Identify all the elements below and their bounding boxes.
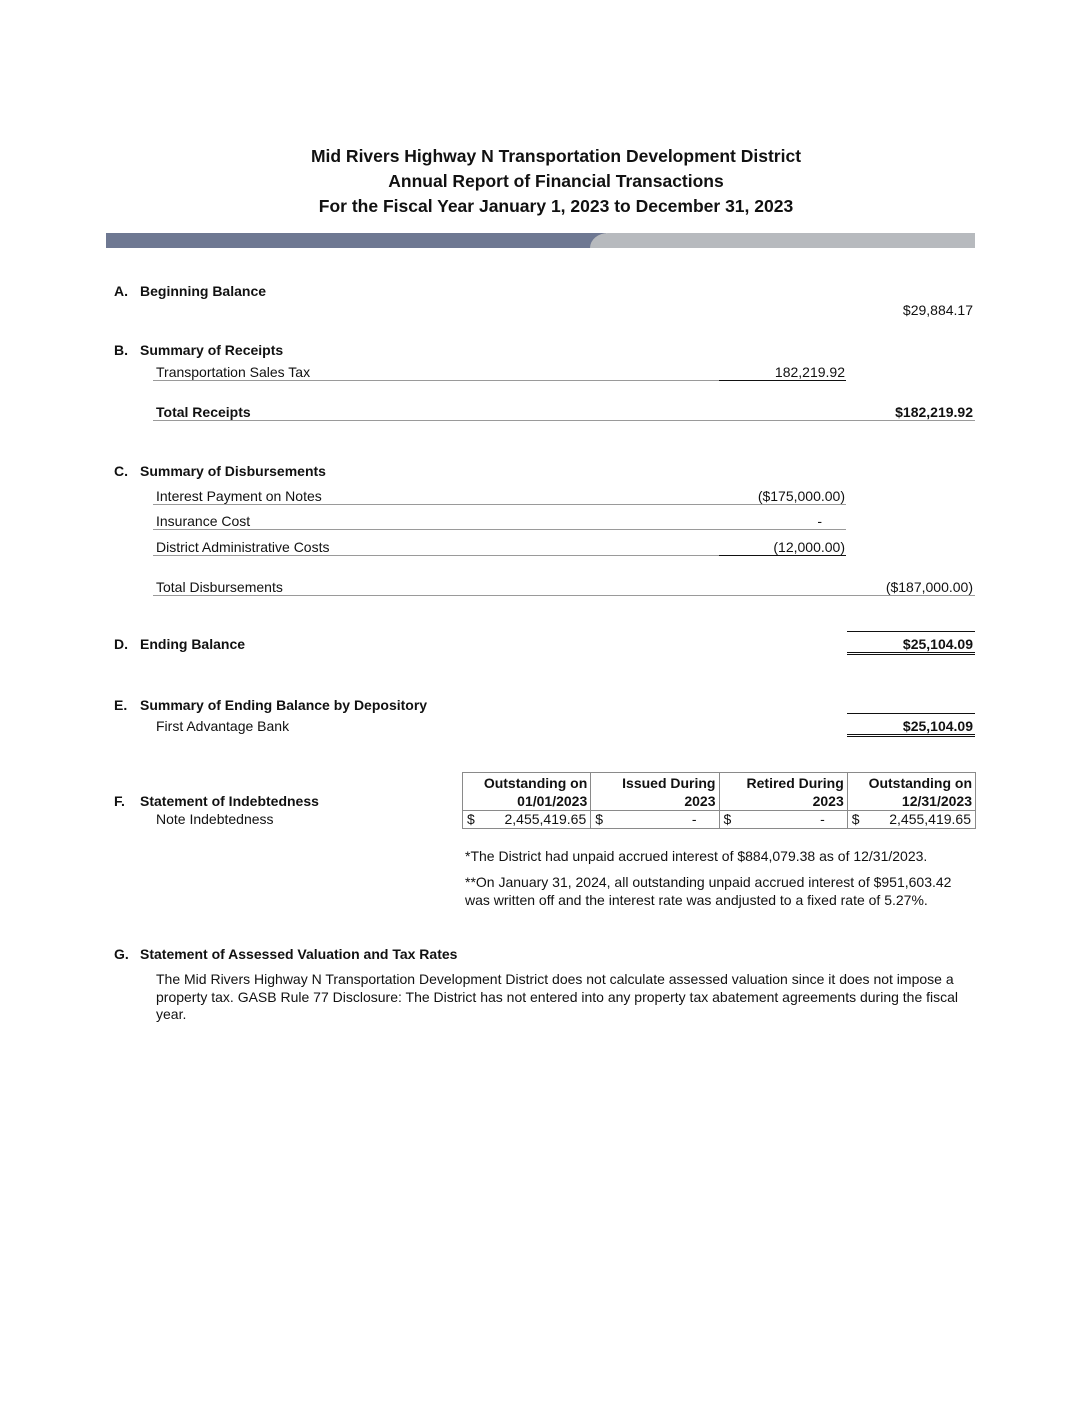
- depository-amount: $25,104.09: [902, 718, 973, 734]
- indebtedness-row-label: Note Indebtedness: [156, 811, 274, 827]
- section-f-title: Statement of Indebtedness: [140, 793, 319, 809]
- total-rule-top: [847, 631, 975, 632]
- ending-balance-amount: $25,104.09: [902, 636, 973, 652]
- receipt-item-amount: 182,219.92: [774, 364, 845, 380]
- section-g-title: Statement of Assessed Valuation and Tax Rates: [140, 946, 458, 962]
- section-f-letter: F.: [114, 793, 125, 809]
- section-c-title: Summary of Disbursements: [140, 463, 326, 479]
- disbursement-item-amount: -: [817, 513, 822, 529]
- table-cell: $ 2,455,419.65: [463, 811, 591, 829]
- beginning-balance-amount: $29,884.17: [902, 302, 973, 318]
- column-header: Retired During 2023: [719, 773, 847, 811]
- column-header: Outstanding on 12/31/2023: [847, 773, 975, 811]
- disbursement-item-amount: (12,000.00): [773, 539, 845, 555]
- disbursement-item-label: Interest Payment on Notes: [156, 488, 322, 504]
- total-receipts-amount: $182,219.92: [895, 404, 973, 420]
- divider: [153, 420, 975, 421]
- section-b-title: Summary of Receipts: [140, 342, 284, 358]
- table-cell: $ -: [591, 811, 719, 829]
- divider: [153, 595, 975, 596]
- report-title-line1: Mid Rivers Highway N Transportation Development District: [310, 146, 802, 166]
- total-double-rule: [847, 734, 975, 737]
- section-c-letter: C.: [114, 463, 128, 479]
- section-a-title: Beginning Balance: [140, 283, 267, 299]
- total-rule-top: [847, 713, 975, 714]
- column-header: Outstanding on 01/01/2023: [463, 773, 591, 811]
- report-title-line3: For the Fiscal Year January 1, 2023 to December 31, 2023: [318, 196, 794, 216]
- report-title-line2: Annual Report of Financial Transactions: [388, 171, 724, 191]
- table-cell: $ -: [719, 811, 847, 829]
- header-bar-dark: [106, 233, 606, 248]
- disbursement-item-label: Insurance Cost: [156, 513, 251, 529]
- indebtedness-table: [462, 772, 976, 829]
- section-a-letter: A.: [114, 283, 128, 299]
- section-d-title: Ending Balance: [140, 636, 246, 652]
- total-receipts-label: Total Receipts: [156, 404, 251, 420]
- accrued-interest-note: *The District had unpaid accrued interest of $884,079.38 as of 12/31/2023.: [465, 848, 928, 864]
- total-double-rule: [847, 652, 975, 655]
- divider: [153, 555, 719, 556]
- table-cell: $ 2,455,419.65: [847, 811, 975, 829]
- section-b-letter: B.: [114, 342, 128, 358]
- depository-label: First Advantage Bank: [156, 718, 290, 734]
- table-row: [463, 811, 976, 829]
- section-e-letter: E.: [114, 697, 128, 713]
- subtotal-rule: [719, 555, 846, 556]
- divider: [153, 380, 719, 381]
- receipt-item-label: Transportation Sales Tax: [156, 364, 311, 380]
- assessed-valuation-paragraph: The Mid Rivers Highway N Transportation Development District does not calculate assessed valuation since it does not impose a property tax. GASB Rule 77 Disclosure: The District has not entered into any property tax abatement agreements during the fiscal year.: [156, 971, 959, 1022]
- section-g-letter: G.: [114, 946, 129, 962]
- column-header: Issued During 2023: [591, 773, 719, 811]
- subtotal-rule: [719, 380, 846, 381]
- header-bar-light: [590, 233, 975, 248]
- total-disbursements-amount: ($187,000.00): [885, 579, 973, 595]
- write-off-note: **On January 31, 2024, all outstanding unpaid accrued interest of $951,603.42 was written off and the interest rate was andjusted to a fixed rate of 5.27%.: [465, 874, 952, 908]
- divider: [153, 504, 846, 505]
- total-disbursements-label: Total Disbursements: [156, 579, 283, 595]
- divider: [153, 529, 846, 530]
- disbursement-item-amount: ($175,000.00): [757, 488, 845, 504]
- section-d-letter: D.: [114, 636, 128, 652]
- section-e-title: Summary of Ending Balance by Depository: [140, 697, 428, 713]
- disbursement-item-label: District Administrative Costs: [156, 539, 330, 555]
